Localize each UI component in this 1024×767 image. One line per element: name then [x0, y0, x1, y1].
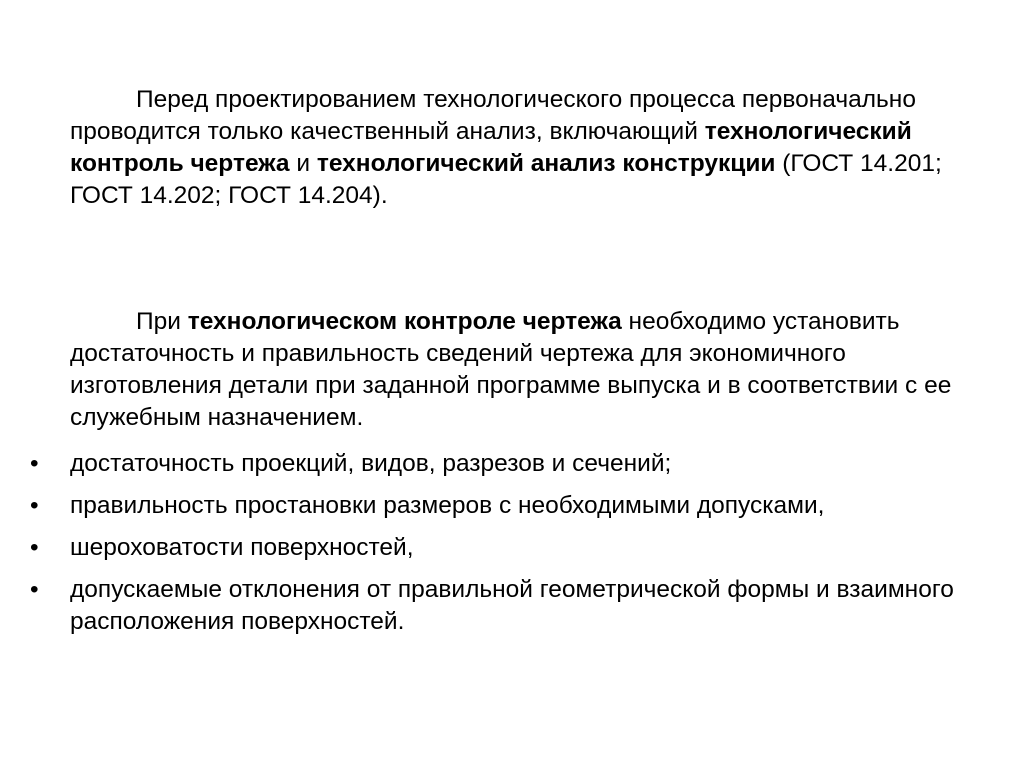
- list-item: [0, 490, 970, 522]
- list-item-text: правильность простановки размеров с необходимыми допусками,: [70, 492, 825, 519]
- intro-text-1: Перед проектированием технологического процесса первоначально проводится только качественный анализ, включающий: [70, 86, 916, 145]
- control-bold-drawing-control: технологическом контроле чертежа: [187, 308, 622, 335]
- intro-bold-design-analysis: технологический анализ конструкции: [316, 150, 776, 177]
- list-item-text: шероховатости поверхностей,: [70, 534, 414, 561]
- list-item-text: допускаемые отклонения от правильной геометрической формы и взаимного расположения поверхностей.: [70, 576, 954, 635]
- list-item: [0, 448, 970, 480]
- list-item: [0, 574, 970, 638]
- bullet-icon: •: [30, 492, 39, 519]
- control-text-2: необходимо установить достаточность и правильность сведений чертежа для экономичного изготовления детали при заданной программе выпуска и в соответствии с ее служебным назначением.: [70, 308, 952, 431]
- list-item: [0, 532, 970, 564]
- criteria-list: [0, 448, 1024, 648]
- intro-paragraph: [70, 84, 1000, 212]
- intro-text-3: (ГОСТ 14.201; ГОСТ 14.202; ГОСТ 14.204).: [70, 150, 942, 209]
- control-paragraph: [70, 306, 1000, 434]
- list-item-text: достаточность проекций, видов, разрезов и сечений;: [70, 450, 672, 477]
- intro-bold-drawing-control: технологический контроль чертежа: [70, 118, 912, 177]
- bullet-icon: •: [30, 534, 39, 561]
- bullet-icon: •: [30, 576, 39, 603]
- control-text-1: При: [136, 308, 188, 335]
- intro-text-2: и: [289, 150, 317, 177]
- bullet-icon: •: [30, 450, 39, 477]
